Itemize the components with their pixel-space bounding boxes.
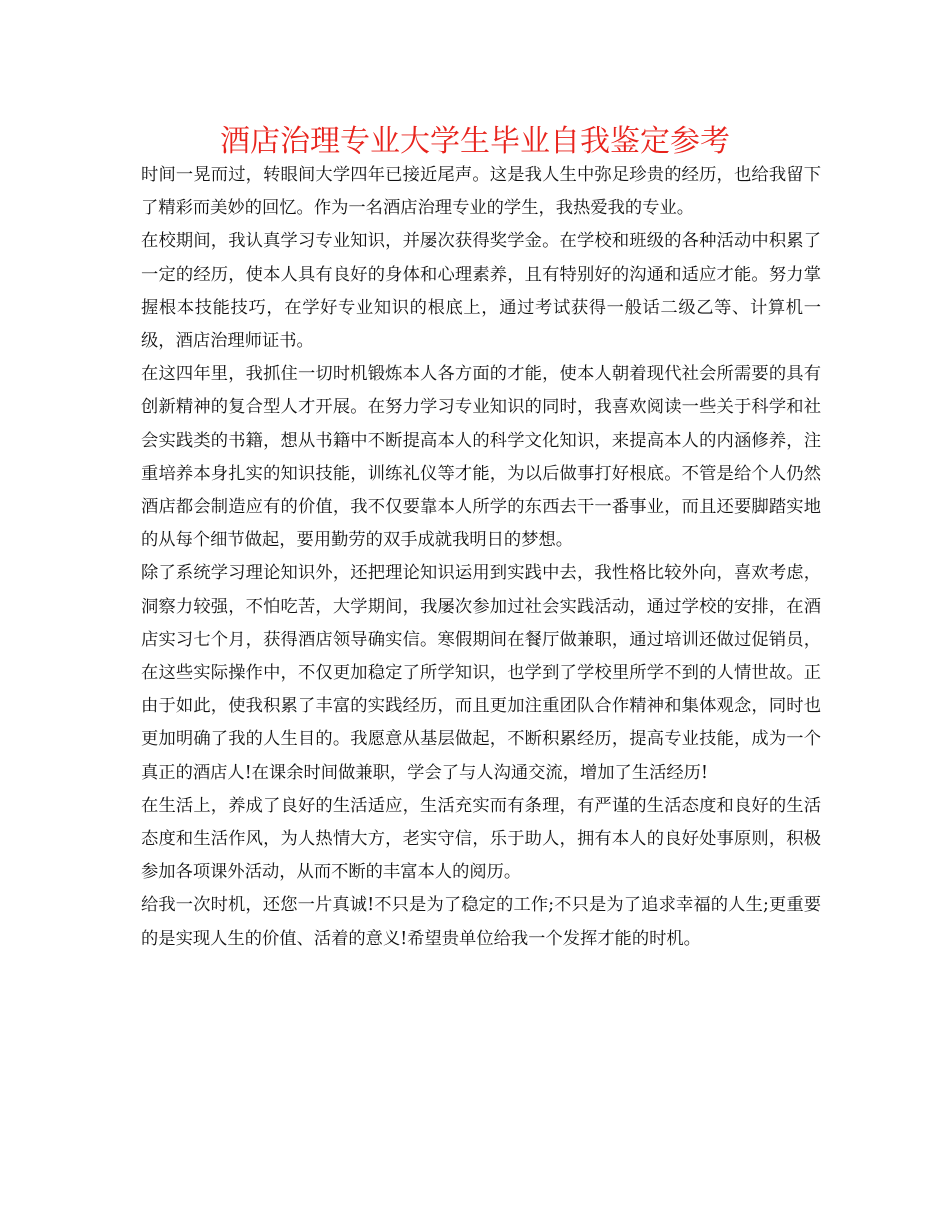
paragraph-four-years: 在这四年里，我抓住一切时机锻炼本人各方面的才能，使本人朝着现代社会所需要的具有创新精神的复合型人才开展。在努力学习专业知识的同时，我喜欢阅读一些关于科学和社会实践类的书籍，想从书籍中不断提高本人的科学文化知识，来提高本人的内涵修养，注重培养本身扎实的知识技能，训练礼仪等才能，为以后做事打好根底。不管是给个人仍然酒店都会制造应有的价值，我不仅要靠本人所学的东西去干一番事业，而且还要脚踏实地的从每个细节做起，要用勤劳的双手成就我明日的梦想。: [141, 364, 821, 551]
document-title: 酒店治理专业大学生毕业自我鉴定参考: [220, 124, 730, 159]
document-body: [141, 159, 821, 956]
paragraph-school-study: 在校期间，我认真学习专业知识，并屡次获得奖学金。在学校和班级的各种活动中积累了一定的经历，使本人具有良好的身体和心理素养，且有特别好的沟通和适应才能。努力掌握根本技能技巧，在学好专业知识的根底上，通过考试获得一般话二级乙等、计算机一级，酒店治理师证书。: [141, 231, 821, 352]
paragraph-practice: 除了系统学习理论知识外，还把理论知识运用到实践中去，我性格比较外向，喜欢考虑，洞察力较强，不怕吃苦，大学期间，我屡次参加过社会实践活动，通过学校的安排，在酒店实习七个月，获得酒店领导确实信。寒假期间在餐厅做兼职，通过培训还做过促销员，在这些实际操作中，不仅更加稳定了所学知识，也学到了学校里所学不到的人情世故。正由于如此，使我积累了丰富的实践经历，而且更加注重团队合作精神和集体观念，同时也更加明确了我的人生目的。我愿意从基层做起，不断积累经历，提高专业技能，成为一个真正的酒店人!在课余时间做兼职，学会了与人沟通交流，增加了生活经历!: [141, 563, 821, 783]
paragraph-intro: 时间一晃而过，转眼间大学四年已接近尾声。这是我人生中弥足珍贵的经历，也给我留下了精彩而美妙的回忆。作为一名酒店治理专业的学生，我热爱我的专业。: [141, 165, 821, 219]
paragraph-life: 在生活上，养成了良好的生活适应，生活充实而有条理，有严谨的生活态度和良好的生活态度和生活作风，为人热情大方，老实守信，乐于助人，拥有本人的良好处事原则，积极参加各项课外活动，从而不断的丰富本人的阅历。: [141, 795, 821, 883]
paragraph-closing: 给我一次时机，还您一片真诚!不只是为了稳定的工作;不只是为了追求幸福的人生;更重要的是实现人生的价值、活着的意义!希望贵单位给我一个发挥才能的时机。: [141, 895, 821, 949]
